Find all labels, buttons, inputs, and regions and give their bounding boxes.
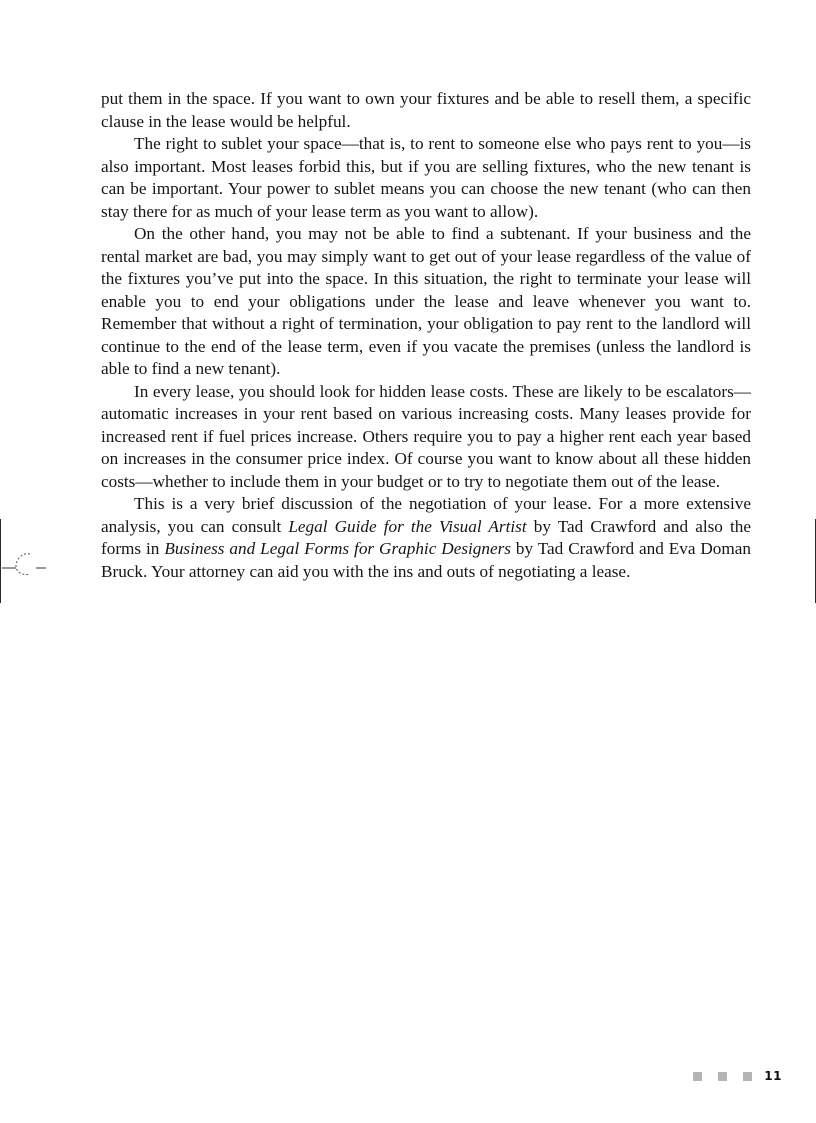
paragraph-sublet: The right to sublet your space—that is, to rent to someone else who pays rent to you—is also important. Most leases forbid this, but if you are selling fixtures, who the new tenant is can be important. Your power to sublet means you can choose the new tenant (who can then stay there for as much of your lease term as you want to allow). bbox=[101, 134, 751, 221]
further-reading-text-2: by Tad Crawford and also the forms in bbox=[101, 516, 751, 558]
paragraph-fixtures-continued: put them in the space. If you want to own your fixtures and be able to resell them, a specific clause in the lease would be helpful. bbox=[101, 89, 751, 131]
footer-square-icon bbox=[718, 1072, 727, 1081]
page-number: 11 bbox=[764, 1069, 782, 1083]
paragraph-further-reading bbox=[101, 493, 751, 583]
further-reading-text-1: This is a very brief discussion of the negotiation of your lease. For a more extensive analysis, you can consult bbox=[101, 494, 751, 536]
footer-square-icon bbox=[743, 1072, 752, 1081]
paragraph-terminate: On the other hand, you may not be able to find a subtenant. If your business and the rental market are bad, you may simply want to get out of your lease regardless of the value of the fixtures you’ve put into the space. In this situation, the right to terminate your lease will enable you to end your obligations under the lease and leave whenever you want to. Remember that without a right of termination, your obligation to pay rent to the landlord will continue to the end of the lease term, even if you vacate the premises (unless the landlord is able to find a new tenant). bbox=[101, 224, 751, 378]
paragraph-hidden-costs: In every lease, you should look for hidden lease costs. These are likely to be escalators—automatic increases in your rent based on various increasing costs. Many leases provide for increased rent if fuel prices increase. Others require you to pay a higher rent each year based on increases in the consumer price index. Of course you want to know about all these hidden costs—whether to include them in your budget or to try to negotiate them out of the lease. bbox=[101, 381, 751, 491]
further-reading-text-3: by Tad Crawford and Eva Doman Bruck. Your attorney can aid you with the ins and outs of negotiating a lease. bbox=[101, 539, 751, 581]
left-crop-mark bbox=[0, 519, 1, 603]
body-text bbox=[101, 88, 751, 583]
book-title-business-legal-forms: Business and Legal Forms for Graphic Designers bbox=[164, 539, 511, 558]
book-title-legal-guide: Legal Guide for the Visual Artist bbox=[288, 516, 527, 536]
page-footer bbox=[693, 1068, 782, 1084]
registration-mark-icon bbox=[2, 546, 52, 576]
footer-square-icon bbox=[693, 1072, 702, 1081]
